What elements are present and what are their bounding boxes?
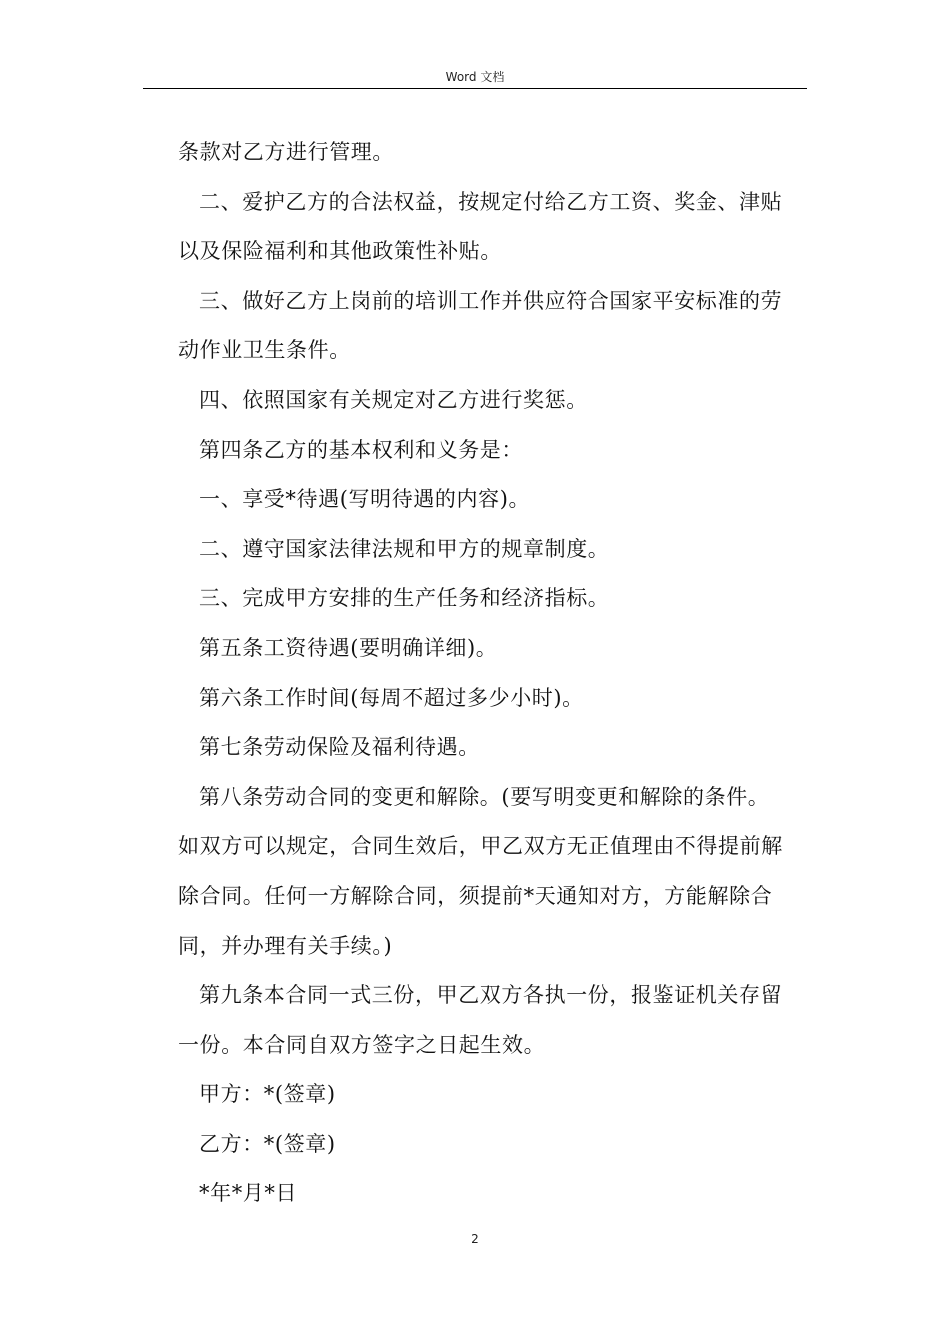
paragraph-line: 第五条工资待遇(要明确详细)。 bbox=[199, 635, 498, 660]
paragraph-line: 第六条工作时间(每周不超过多少小时)。 bbox=[199, 685, 584, 710]
signature-party-b: 乙方：*(签章) bbox=[199, 1131, 336, 1156]
page-header-title: Word 文档 bbox=[445, 70, 505, 84]
paragraph-line: 第九条本合同一式三份，甲乙双方各执一份，报鉴证机关存留 bbox=[199, 983, 783, 1008]
paragraph-line: 第七条劳动保险及福利待遇。 bbox=[199, 735, 480, 760]
paragraph-line: 三、做好乙方上岗前的培训工作并供应符合国家平安标准的劳 bbox=[199, 288, 783, 313]
paragraph-line: 以及保险福利和其他政策性补贴。 bbox=[178, 239, 502, 264]
paragraph-line: 第四条乙方的基本权利和义务是： bbox=[199, 437, 523, 462]
paragraph-line: 二、遵守国家法律法规和甲方的规章制度。 bbox=[199, 536, 610, 561]
paragraph-line: 二、爱护乙方的合法权益，按规定付给乙方工资、奖金、津贴 bbox=[199, 189, 783, 214]
paragraph-line: 如双方可以规定，合同生效后，甲乙双方无正值理由不得提前解 bbox=[178, 834, 783, 859]
paragraph-line: 一、享受*待遇(写明待遇的内容)。 bbox=[199, 487, 531, 512]
paragraph-line: 四、依照国家有关规定对乙方进行奖惩。 bbox=[199, 387, 588, 412]
paragraph-line: 一份。本合同自双方签字之日起生效。 bbox=[178, 1032, 546, 1057]
paragraph-line: 动作业卫生条件。 bbox=[178, 338, 351, 363]
paragraph-line: 同，并办理有关手续。) bbox=[178, 933, 393, 958]
signature-date: *年*月*日 bbox=[199, 1181, 298, 1206]
signature-party-a: 甲方：*(签章) bbox=[199, 1082, 336, 1107]
page-number: 2 bbox=[471, 1232, 479, 1246]
paragraph-line: 三、完成甲方安排的生产任务和经济指标。 bbox=[199, 586, 610, 611]
paragraph-line: 除合同。任何一方解除合同，须提前*天通知对方，方能解除合 bbox=[178, 883, 773, 908]
document-body bbox=[178, 128, 810, 1219]
paragraph-line: 条款对乙方进行管理。 bbox=[178, 140, 394, 164]
header-divider bbox=[143, 88, 807, 89]
paragraph-line: 第八条劳动合同的变更和解除。(要写明变更和解除的条件。 bbox=[199, 784, 770, 809]
